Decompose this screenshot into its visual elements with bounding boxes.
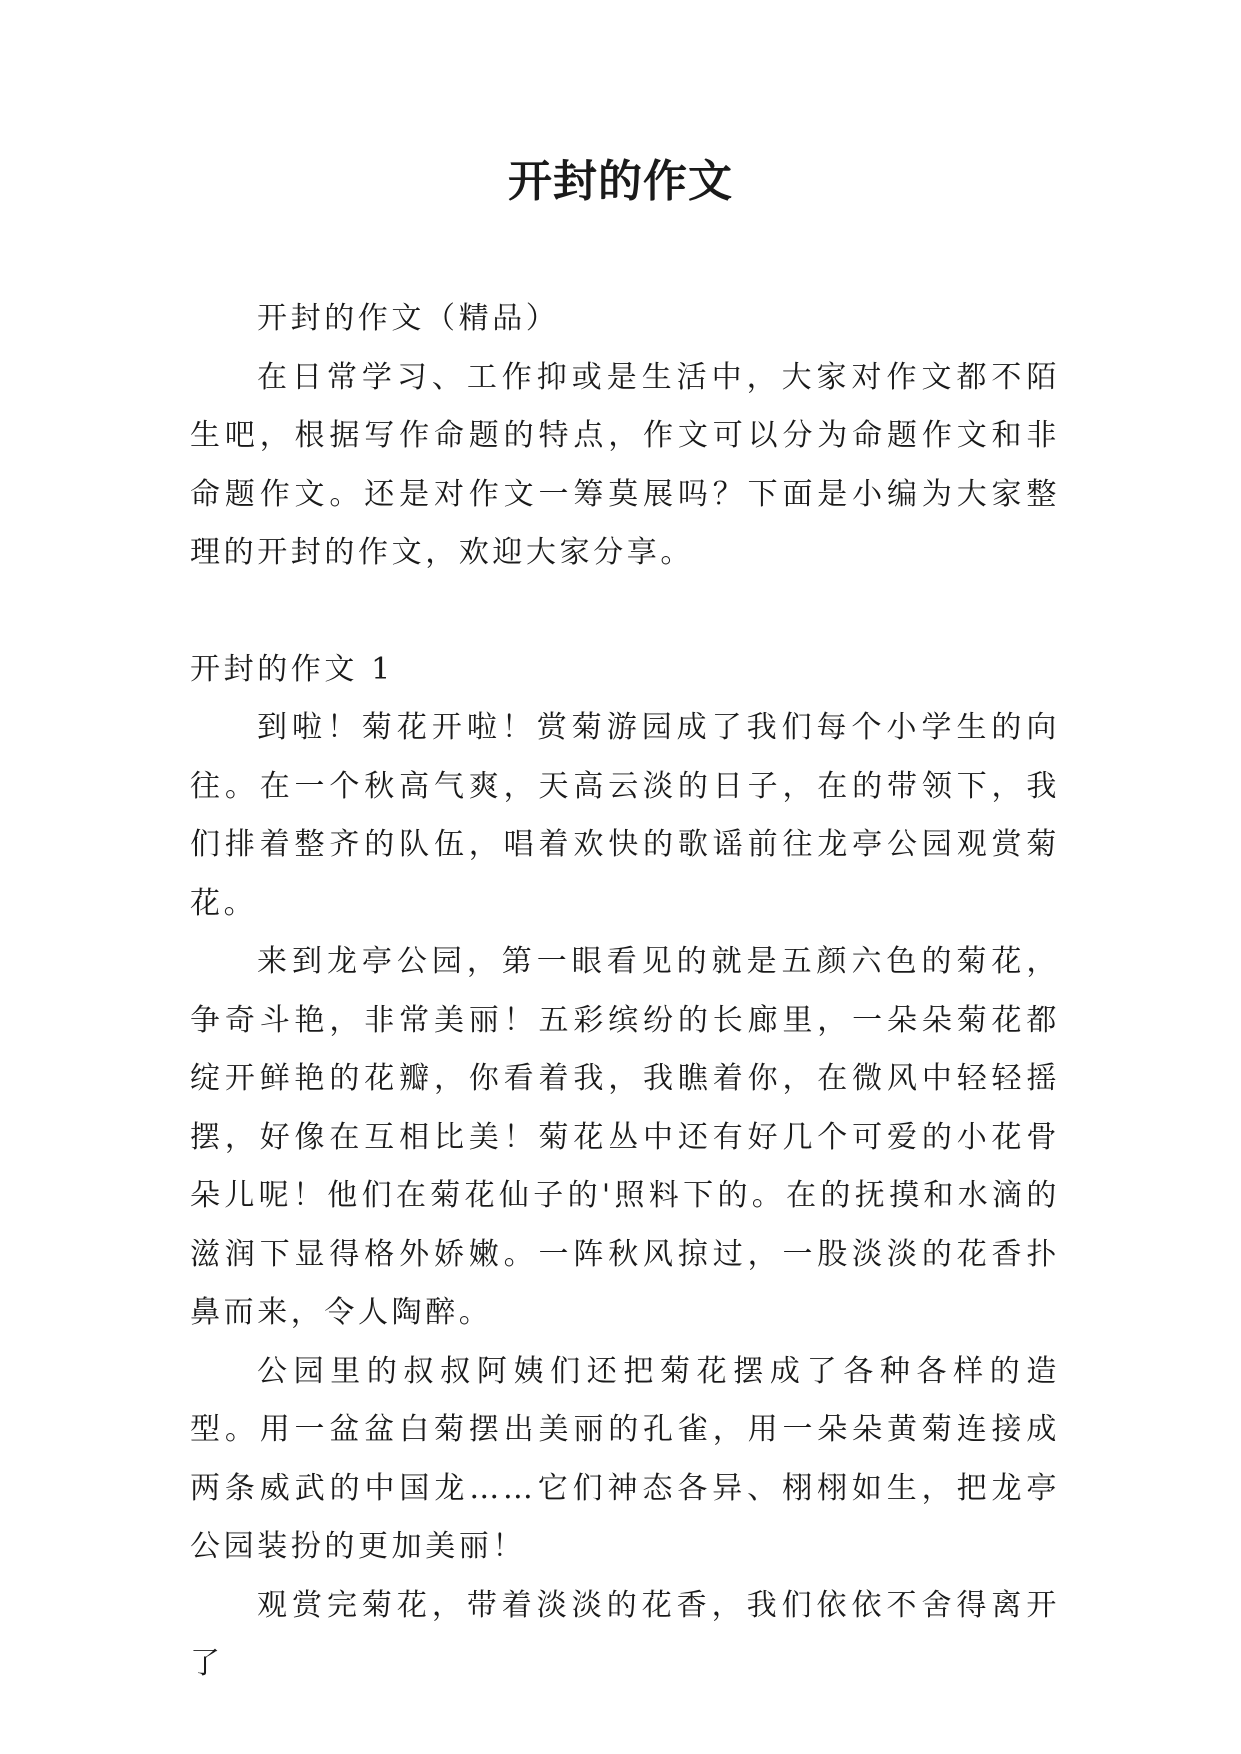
essay-paragraph-1: 到啦！菊花开啦！赏菊游园成了我们每个小学生的向往。在一个秋高气爽，天高云淡的日子，在的带领下，我们排着整齐的队伍，唱着欢快的歌谣前往龙亭公园观赏菊花。: [190, 710, 1060, 921]
essay-paragraph-3: 公园里的叔叔阿姨们还把菊花摆成了各种各样的造型。用一盆盆白菊摆出美丽的孔雀，用一朵朵黄菊连接成两条威武的中国龙……它们神态各异、栩栩如生，把龙亭公园装扮的更加美丽！: [190, 1353, 1060, 1564]
essay-paragraph-2: 来到龙亭公园，第一眼看见的就是五颜六色的菊花，争奇斗艳，非常美丽！五彩缤纷的长廊里，一朵朵菊花都绽开鲜艳的花瓣，你看着我，我瞧着你，在微风中轻轻摇摆，好像在互相比美！菊花丛中还有好几个可爱的小花骨朵儿呢！他们在菊花仙子的'照料下的。在的抚摸和水滴的滋润下显得格外娇嫩。一阵秋风掠过，一股淡淡的花香扑鼻而来，令人陶醉。: [190, 944, 1060, 1330]
intro-subtitle: 开封的作文（精品）: [257, 301, 560, 336]
section-spacer: [190, 583, 1060, 641]
essay-heading: 开封的作文 1: [190, 651, 394, 687]
intro-paragraph: 在日常学习、工作抑或是生活中，大家对作文都不陌生吧，根据写作命题的特点，作文可以分为命题作文和非命题作文。还是对作文一筹莫展吗？下面是小编为大家整理的开封的作文，欢迎大家分享。: [190, 359, 1060, 570]
document-title: 开封的作文: [508, 156, 733, 207]
document-body: [190, 290, 1060, 1694]
essay-paragraph-4: 观赏完菊花，带着淡淡的花香，我们依依不舍得离开了: [190, 1587, 1060, 1681]
